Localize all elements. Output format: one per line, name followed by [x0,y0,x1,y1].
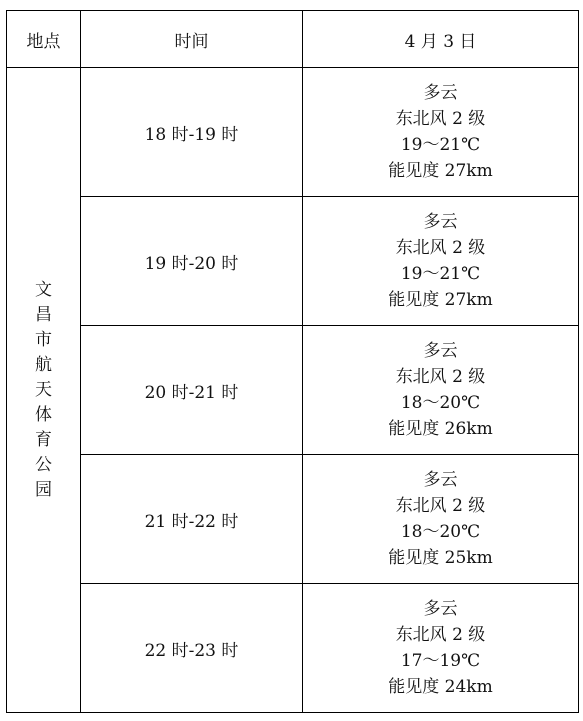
table-row [7,584,579,713]
table-row [7,455,579,584]
sky-condition: 多云 [423,83,458,103]
table-header [7,11,579,68]
weather-cell [303,68,579,197]
wind-level: 东北风 2 级 [395,238,486,258]
time-range: 18 时-19 时 [144,124,239,145]
header-location: 地点 [7,11,81,68]
time-range: 22 时-23 时 [144,640,239,661]
time-cell [81,455,303,584]
temperature-range: 18～20℃ [400,393,481,413]
time-range: 20 时-21 时 [144,382,239,403]
weather-forecast-table [6,10,579,713]
weather-cell [303,455,579,584]
visibility: 能见度 27km [388,161,493,181]
wind-level: 东北风 2 级 [395,496,486,516]
header-row [7,11,579,68]
wind-level: 东北风 2 级 [395,367,486,387]
time-range: 19 时-20 时 [144,253,239,274]
table-row [7,68,579,197]
temperature-range: 19～21℃ [400,264,481,284]
temperature-range: 18～20℃ [400,522,481,542]
header-date: 4 月 3 日 [303,11,579,68]
sky-condition: 多云 [423,341,458,361]
time-cell [81,68,303,197]
weather-cell [303,197,579,326]
sky-condition: 多云 [423,470,458,490]
table-body [7,68,579,713]
temperature-range: 19～21℃ [400,135,481,155]
visibility: 能见度 25km [388,548,493,568]
table-row [7,326,579,455]
wind-level: 东北风 2 级 [395,109,486,129]
time-cell [81,584,303,713]
visibility: 能见度 24km [388,677,493,697]
time-cell [81,197,303,326]
wind-level: 东北风 2 级 [395,625,486,645]
time-cell [81,326,303,455]
weather-cell [303,584,579,713]
location-cell [7,68,81,713]
temperature-range: 17～19℃ [400,651,481,671]
table-row [7,197,579,326]
visibility: 能见度 27km [388,290,493,310]
visibility: 能见度 26km [388,419,493,439]
location-label: 文昌市航天体育公园 [35,279,52,500]
time-range: 21 时-22 时 [144,511,239,532]
header-time: 时间 [81,11,303,68]
sky-condition: 多云 [423,599,458,619]
sky-condition: 多云 [423,212,458,232]
weather-cell [303,326,579,455]
